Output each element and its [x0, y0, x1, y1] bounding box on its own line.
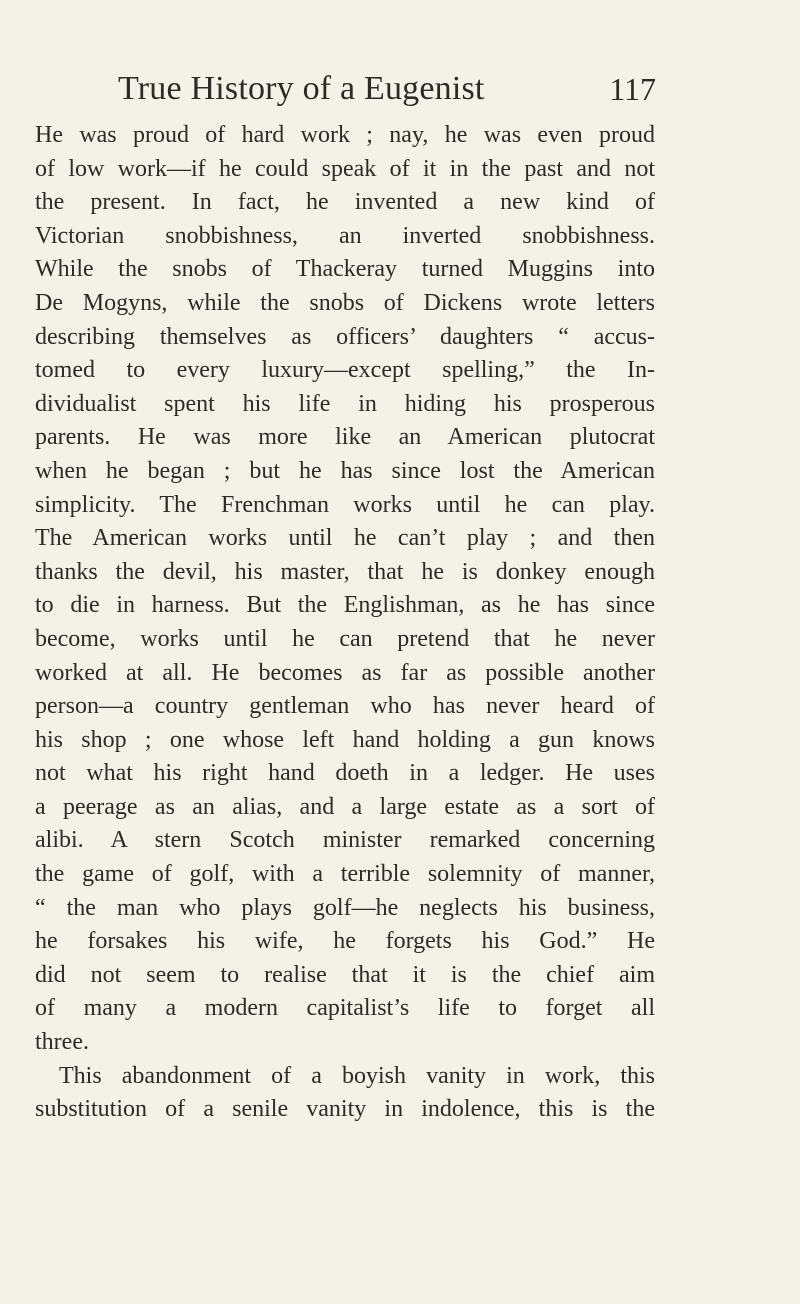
text-line: worked at all. He becomes as far as possible another	[35, 659, 655, 686]
text-line: a peerage as an alias, and a large estate as a sort of	[35, 793, 655, 820]
text-line: tomed to every luxury—except spelling,” the In-	[35, 357, 655, 384]
text-line: of many a modern capitalist’s life to forget all	[35, 995, 655, 1022]
text-line: While the snobs of Thackeray turned Muggins into	[35, 256, 655, 283]
text-line: to die in harness. But the Englishman, as he has since	[35, 592, 655, 619]
text-line: Victorian snobbishness, an inverted snobbishness.	[35, 222, 655, 249]
text-line: become, works until he can pretend that he never	[35, 625, 655, 652]
text-line: alibi. A stern Scotch minister remarked concerning	[35, 827, 655, 854]
running-title: True History of a Eugenist	[118, 70, 485, 107]
text-line: the game of golf, with a terrible solemnity of manner,	[35, 861, 655, 888]
text-line: dividualist spent his life in hiding his prosperous	[35, 390, 655, 417]
text-line: when he began ; but he has since lost the American	[35, 457, 655, 484]
text-line: simplicity. The Frenchman works until he can play.	[35, 491, 655, 518]
text-line: De Mogyns, while the snobs of Dickens wrote letters	[35, 289, 655, 316]
text-line: parents. He was more like an American plutocrat	[35, 424, 655, 451]
text-line: substitution of a senile vanity in indolence, this is the	[35, 1096, 655, 1123]
text-line: describing themselves as officers’ daughters “ accus-	[35, 323, 655, 350]
text-line: The American works until he can’t play ; and then	[35, 525, 655, 552]
page-header	[118, 68, 656, 110]
text-line: of low work—if he could speak of it in the past and not	[35, 155, 655, 182]
text-line: “ the man who plays golf—he neglects his business,	[35, 894, 655, 921]
text-line: the present. In fact, he invented a new kind of	[35, 189, 655, 216]
page-number: 117	[609, 71, 656, 107]
text-line: He was proud of hard work ; nay, he was even proud	[35, 122, 655, 148]
paragraph-start-line: This abandonment of a boyish vanity in work, this	[59, 1062, 655, 1089]
paragraph-end-line: three.	[35, 1029, 89, 1056]
text-line: did not seem to realise that it is the chief aim	[35, 961, 655, 988]
text-line: he forsakes his wife, he forgets his God.” He	[35, 928, 655, 955]
text-line: his shop ; one whose left hand holding a gun knows	[35, 726, 655, 753]
text-line: person—a country gentleman who has never heard of	[35, 693, 655, 720]
text-line: not what his right hand doeth in a ledger. He uses	[35, 760, 655, 787]
text-line: thanks the devil, his master, that he is donkey enough	[35, 558, 655, 585]
body-text	[35, 119, 655, 1127]
